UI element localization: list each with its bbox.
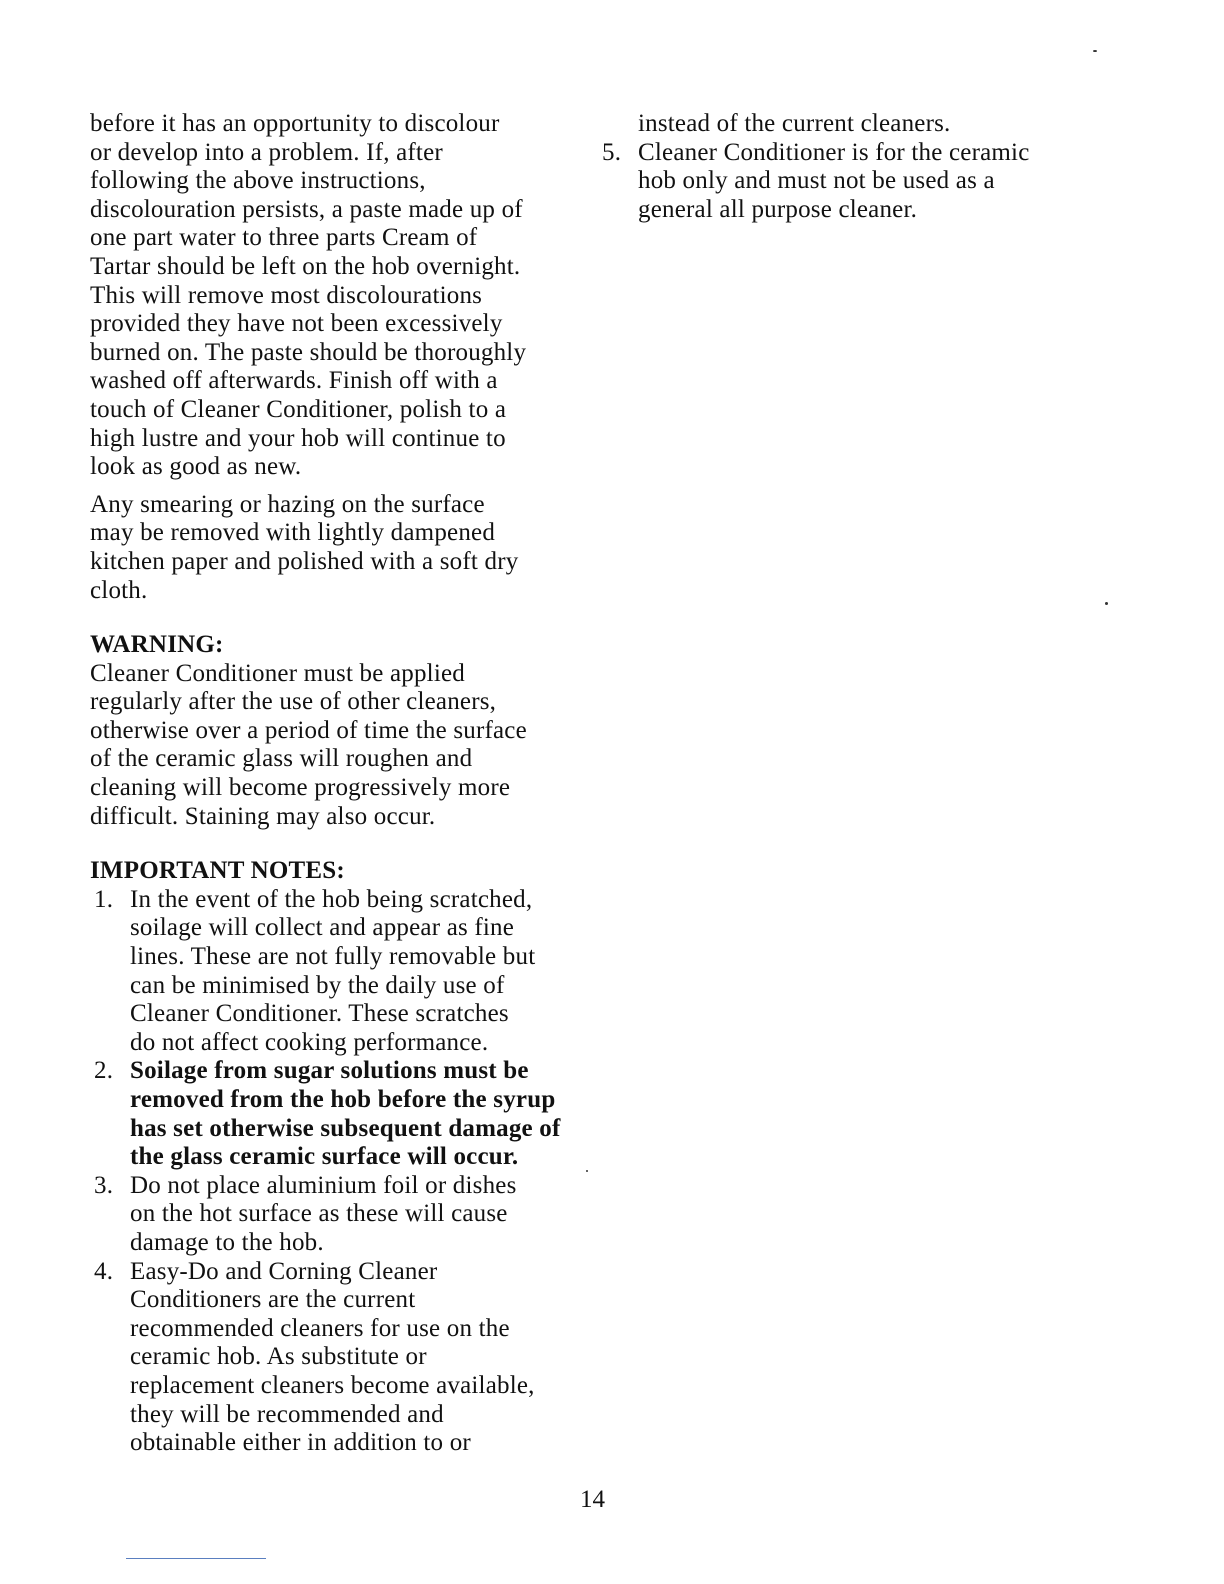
- text-line: provided they have not been excessively: [90, 310, 503, 338]
- spacer: [90, 831, 560, 857]
- text-line: regularly after the use of other cleaners,: [90, 688, 497, 716]
- page-number: 14: [580, 1486, 605, 1513]
- text-line: obtainable either in addition to or: [130, 1429, 471, 1457]
- paragraph-smearing: [90, 491, 560, 605]
- warning-section: [90, 631, 560, 831]
- left-column: [90, 110, 560, 1458]
- text-line: cleaning will become progressively more: [90, 774, 511, 802]
- text-line: do not affect cooking performance.: [130, 1028, 489, 1056]
- spacer: [90, 482, 560, 491]
- text-line: hob only and must not be used as a: [638, 167, 995, 195]
- list-item-4-continuation: [598, 110, 1068, 139]
- text-line: one part water to three parts Cream of: [90, 224, 478, 252]
- text-line: look as good as new.: [90, 453, 302, 481]
- text-line: high lustre and your hob will continue to: [90, 424, 506, 452]
- scan-speck: [586, 1170, 588, 1172]
- text-line: Cleaner Conditioner. These scratches: [130, 1000, 509, 1028]
- footer-rule: [126, 1558, 266, 1559]
- text-line: Easy-Do and Corning Cleaner: [130, 1257, 438, 1285]
- text-line: before it has an opportunity to discolour: [90, 110, 500, 137]
- text-line: difficult. Staining may also occur.: [90, 802, 436, 830]
- important-notes-section: [90, 857, 560, 1457]
- text-line: damage to the hob.: [130, 1228, 324, 1256]
- list-number: 3.: [94, 1171, 114, 1199]
- text-line: instead of the current cleaners.: [638, 110, 951, 137]
- text-line: Cleaner Conditioner is for the ceramic: [638, 138, 1030, 166]
- warning-heading: WARNING:: [90, 631, 224, 659]
- text-line: has set otherwise subsequent damage of: [130, 1114, 561, 1142]
- list-item-2: [90, 1057, 560, 1171]
- scan-speck: [1093, 50, 1097, 52]
- list-number: 2.: [94, 1057, 114, 1085]
- list-item-5: [598, 139, 1068, 225]
- text-line: burned on. The paste should be thoroughly: [90, 338, 527, 366]
- right-column: [598, 110, 1068, 224]
- text-line: cloth.: [90, 576, 148, 604]
- text-line: touch of Cleaner Conditioner, polish to a: [90, 395, 507, 423]
- text-line: may be removed with lightly dampened: [90, 519, 496, 547]
- text-line: they will be recommended and: [130, 1400, 444, 1428]
- text-line: replacement cleaners become available,: [130, 1371, 535, 1399]
- list-item-4: [90, 1258, 560, 1458]
- text-line: removed from the hob before the syrup: [130, 1086, 556, 1113]
- text-line: Cleaner Conditioner must be applied: [90, 659, 465, 687]
- text-line: Any smearing or hazing on the surface: [90, 490, 485, 518]
- text-line: general all purpose cleaner.: [638, 195, 918, 223]
- text-line: the glass ceramic surface will occur.: [130, 1143, 519, 1171]
- text-line: This will remove most discolourations: [90, 281, 483, 309]
- important-notes-heading: IMPORTANT NOTES:: [90, 857, 345, 885]
- text-line: can be minimised by the daily use of: [130, 971, 505, 999]
- text-line: Do not place aluminium foil or dishes: [130, 1171, 517, 1199]
- text-line: ceramic hob. As substitute or: [130, 1343, 427, 1371]
- list-number: 1.: [94, 885, 114, 913]
- spacer: [90, 605, 560, 631]
- list-item-3: [90, 1172, 560, 1258]
- text-line: discolouration persists, a paste made up of: [90, 195, 523, 223]
- text-line: Tartar should be left on the hob overnight.: [90, 252, 521, 280]
- text-line: recommended cleaners for use on the: [130, 1314, 510, 1342]
- list-number: 5.: [602, 138, 622, 166]
- text-line: Conditioners are the current: [130, 1286, 416, 1314]
- text-line: otherwise over a period of time the surface: [90, 716, 527, 744]
- list-item-1: [90, 886, 560, 1058]
- text-line: lines. These are not fully removable but: [130, 943, 536, 971]
- text-line: following the above instructions,: [90, 167, 426, 195]
- list-number: 4.: [94, 1257, 114, 1285]
- text-line: kitchen paper and polished with a soft dry: [90, 547, 519, 575]
- text-line: Soilage from sugar solutions must be: [130, 1057, 529, 1085]
- paragraph-discolouration: [90, 110, 560, 482]
- text-line: or develop into a problem. If, after: [90, 138, 443, 166]
- text-line: In the event of the hob being scratched,: [130, 885, 533, 913]
- text-line: of the ceramic glass will roughen and: [90, 745, 473, 773]
- text-line: soilage will collect and appear as fine: [130, 914, 515, 942]
- text-line: washed off afterwards. Finish off with a: [90, 367, 498, 395]
- scan-speck: [1105, 602, 1108, 605]
- text-line: on the hot surface as these will cause: [130, 1200, 508, 1228]
